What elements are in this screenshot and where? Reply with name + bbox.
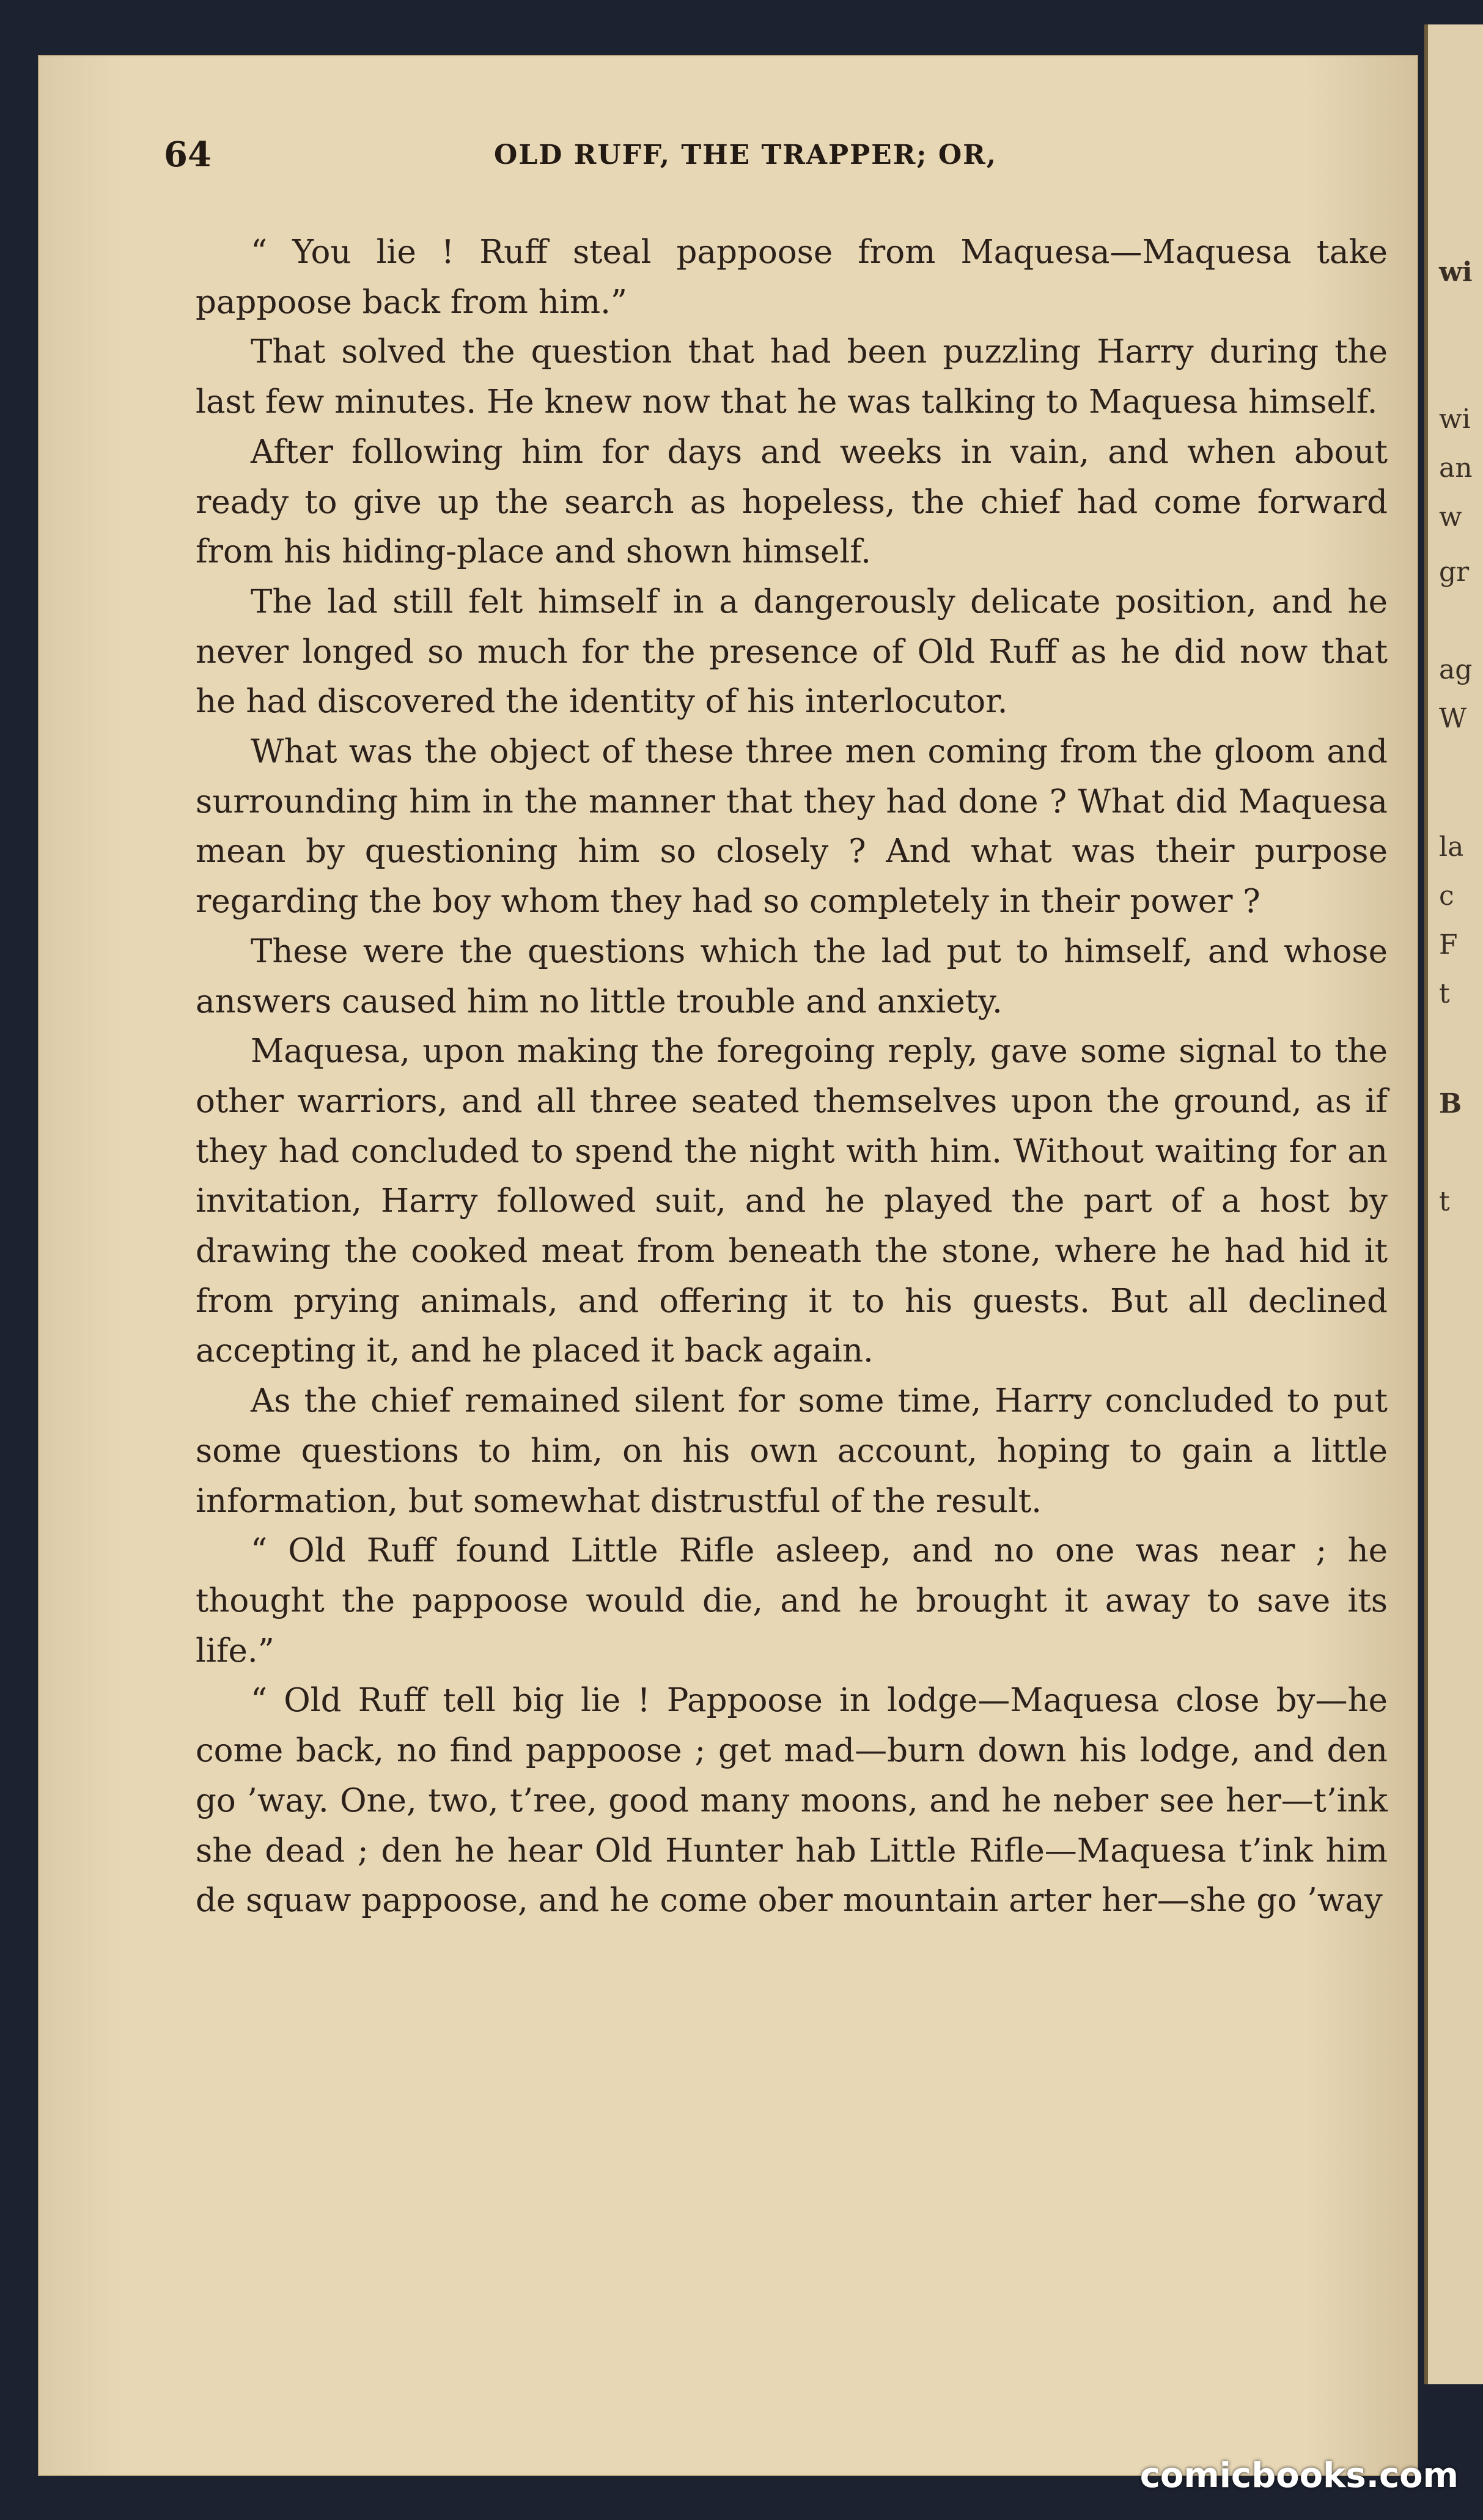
- paragraph: “ Old Ruff found Little Rifle asleep, and no one was near ; he thought the pappoose would die, and he brought it away to save its life.”: [196, 1532, 1388, 1670]
- facing-page-fragment: F: [1439, 929, 1458, 960]
- facing-page-edge: [1424, 24, 1483, 2384]
- paragraph: These were the questions which the lad put to himself, and whose answers caused him no little trouble and anxiety.: [196, 932, 1388, 1020]
- paragraph: What was the object of these three men coming from the gloom and surrounding him in the manner that they had done ? What did Maquesa mean by questioning him so closely ? And what was their purpose regarding the boy whom they had so completely in their power ?: [196, 733, 1388, 921]
- facing-page-fragment: wi: [1439, 403, 1471, 435]
- paragraph: That solved the question that had been puzzling Harry during the last few minutes. He knew now that he was talking to Maquesa himself.: [196, 333, 1388, 421]
- running-head: OLD RUFF, THE TRAPPER; OR,: [494, 139, 998, 171]
- site-watermark: comicbooks.com: [1139, 2456, 1459, 2496]
- paragraph: “ You lie ! Ruff steal pappoose from Maquesa—Maquesa take pappoose back from him.”: [196, 234, 1388, 321]
- paragraph: After following him for days and weeks in vain, and when about ready to give up the search as hopeless, the chief had come forward from his hiding-place and shown himself.: [196, 433, 1388, 571]
- facing-page-fragment: B: [1439, 1088, 1462, 1119]
- paragraph: The lad still felt himself in a dangerously delicate position, and he never longed so much for the presence of Old Ruff as he did now that he had discovered the identity of his interlocutor.: [196, 583, 1388, 721]
- facing-page-fragment: wi: [1439, 257, 1473, 288]
- paragraph: Maquesa, upon making the foregoing reply, gave some signal to the other warriors, and all three seated themselves upon the ground, as if they had concluded to spend the night with him. Without waiting for an invitation, Harry followed suit, and he played the part of a host by drawing the cooked meat from beneath the stone, where he had hid it from prying animals, and offering it to his guests. But all declined accepting it, and he placed it back again.: [196, 1033, 1388, 1370]
- facing-page-fragment: W: [1439, 703, 1467, 734]
- facing-page-fragment: w: [1439, 501, 1462, 532]
- paragraph: As the chief remained silent for some time, Harry concluded to put some questions to him, on his own account, hoping to gain a little information, but somewhat distrustful of the result.: [196, 1382, 1388, 1520]
- page-header: [164, 134, 1289, 190]
- page-number: 64: [164, 134, 212, 175]
- body-text: [196, 227, 1388, 1926]
- facing-page-fragment: an: [1439, 452, 1473, 484]
- facing-page-fragment: ag: [1439, 654, 1473, 685]
- facing-page-fragment: t: [1439, 1186, 1450, 1217]
- facing-page-fragment: gr: [1439, 556, 1470, 588]
- paragraph: “ Old Ruff tell big lie ! Pappoose in lodge—Maquesa close by—he come back, no find pappoose ; get mad—burn down his lodge, and den go ’way. One, two, t’ree, good many moons, and he neber see her—t’ink she dead ; den he hear Old Hunter hab Little Rifle—Maquesa t’ink him de squaw pappoose, and he come ober mountain arter her—she go ’way: [196, 1682, 1388, 1920]
- facing-page-fragment: c: [1439, 880, 1454, 912]
- facing-page-fragment: t: [1439, 978, 1450, 1009]
- facing-page-fragment: la: [1439, 831, 1464, 863]
